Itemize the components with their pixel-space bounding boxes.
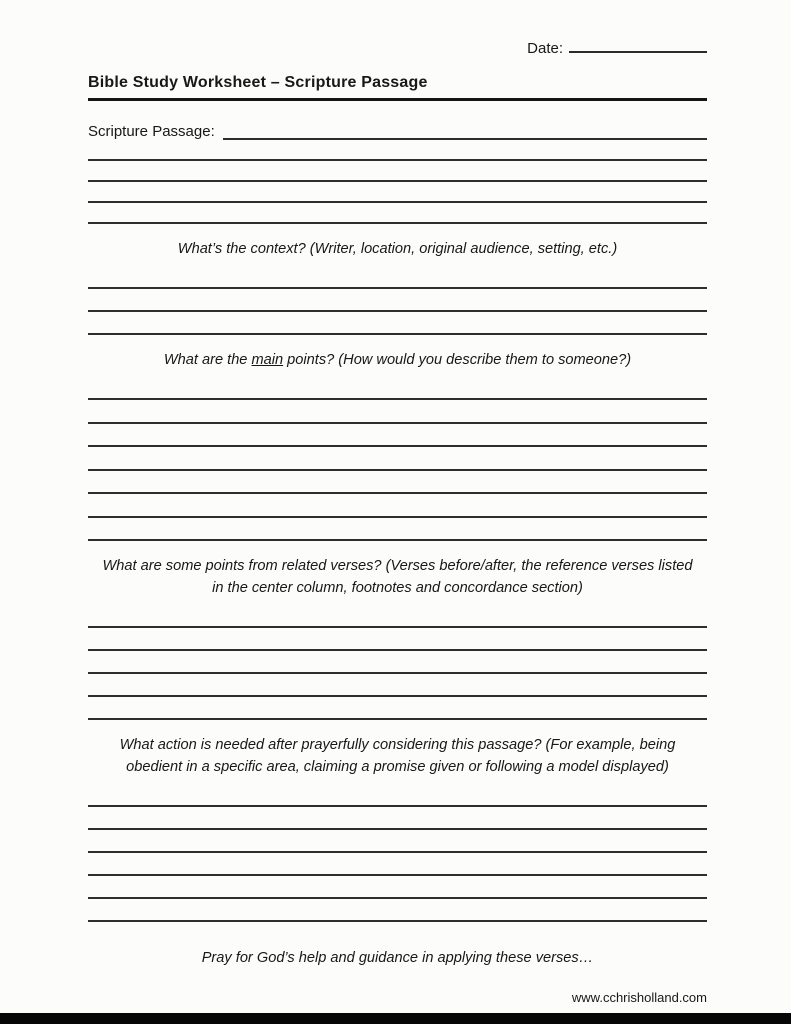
- action-question: What action is needed after prayerfully considering this passage? (For example, being obedient in a specific area, claiming a promise given or following a model displayed): [119, 737, 676, 775]
- writing-line: [88, 899, 707, 922]
- related-verses-question: What are some points from related verses? (Verses before/after, the reference verses listed in the center column, footnotes and concordance section): [102, 558, 693, 597]
- writing-line: [88, 289, 707, 312]
- writing-line: [88, 266, 707, 289]
- context-writing-lines: [88, 266, 707, 335]
- writing-line: [88, 876, 707, 899]
- writing-line: [88, 807, 707, 830]
- footer-url: www.cchrisholland.com: [571, 989, 707, 1005]
- date-label: Date:: [527, 40, 563, 57]
- writing-line: [88, 471, 707, 495]
- scripture-passage-label: Scripture Passage:: [88, 123, 215, 140]
- writing-line: [88, 140, 707, 161]
- writing-line: [88, 605, 707, 628]
- writing-line: [88, 424, 707, 448]
- writing-line: [88, 853, 707, 876]
- main-points-writing-lines: [88, 377, 707, 542]
- related-verses-writing-lines: [88, 605, 707, 720]
- writing-line: [88, 400, 707, 424]
- scripture-passage-row: [88, 123, 707, 140]
- main-points-question-part2: points? (How would you describe them to someone?): [283, 351, 632, 368]
- date-row: [88, 38, 707, 58]
- writing-line: [88, 377, 707, 401]
- writing-line: [88, 674, 707, 697]
- writing-line: [88, 494, 707, 518]
- writing-line: [88, 830, 707, 853]
- worksheet-title: Bible Study Worksheet – Scripture Passage: [88, 74, 707, 101]
- writing-line: [88, 628, 707, 651]
- writing-line: [88, 312, 707, 335]
- date-blank-line: [569, 38, 707, 53]
- writing-line: [88, 697, 707, 720]
- scripture-writing-lines: [88, 140, 707, 224]
- writing-line: [88, 518, 707, 542]
- main-points-question-part1: What are the: [163, 351, 252, 368]
- scripture-passage-blank-line: [223, 123, 707, 140]
- writing-line: [88, 651, 707, 674]
- writing-line: [88, 182, 707, 203]
- writing-line: [88, 447, 707, 471]
- prayer-note: Pray for God’s help and guidance in applying these verses…: [201, 949, 594, 966]
- scan-edge-bar: [0, 1013, 791, 1024]
- writing-line: [88, 784, 707, 807]
- writing-line: [88, 161, 707, 182]
- action-writing-lines: [88, 784, 707, 922]
- context-question: What’s the context? (Writer, location, original audience, setting, etc.): [177, 241, 618, 257]
- main-points-question: [88, 350, 707, 372]
- main-points-question-underlined-word: main: [251, 351, 284, 368]
- writing-line: [88, 203, 707, 224]
